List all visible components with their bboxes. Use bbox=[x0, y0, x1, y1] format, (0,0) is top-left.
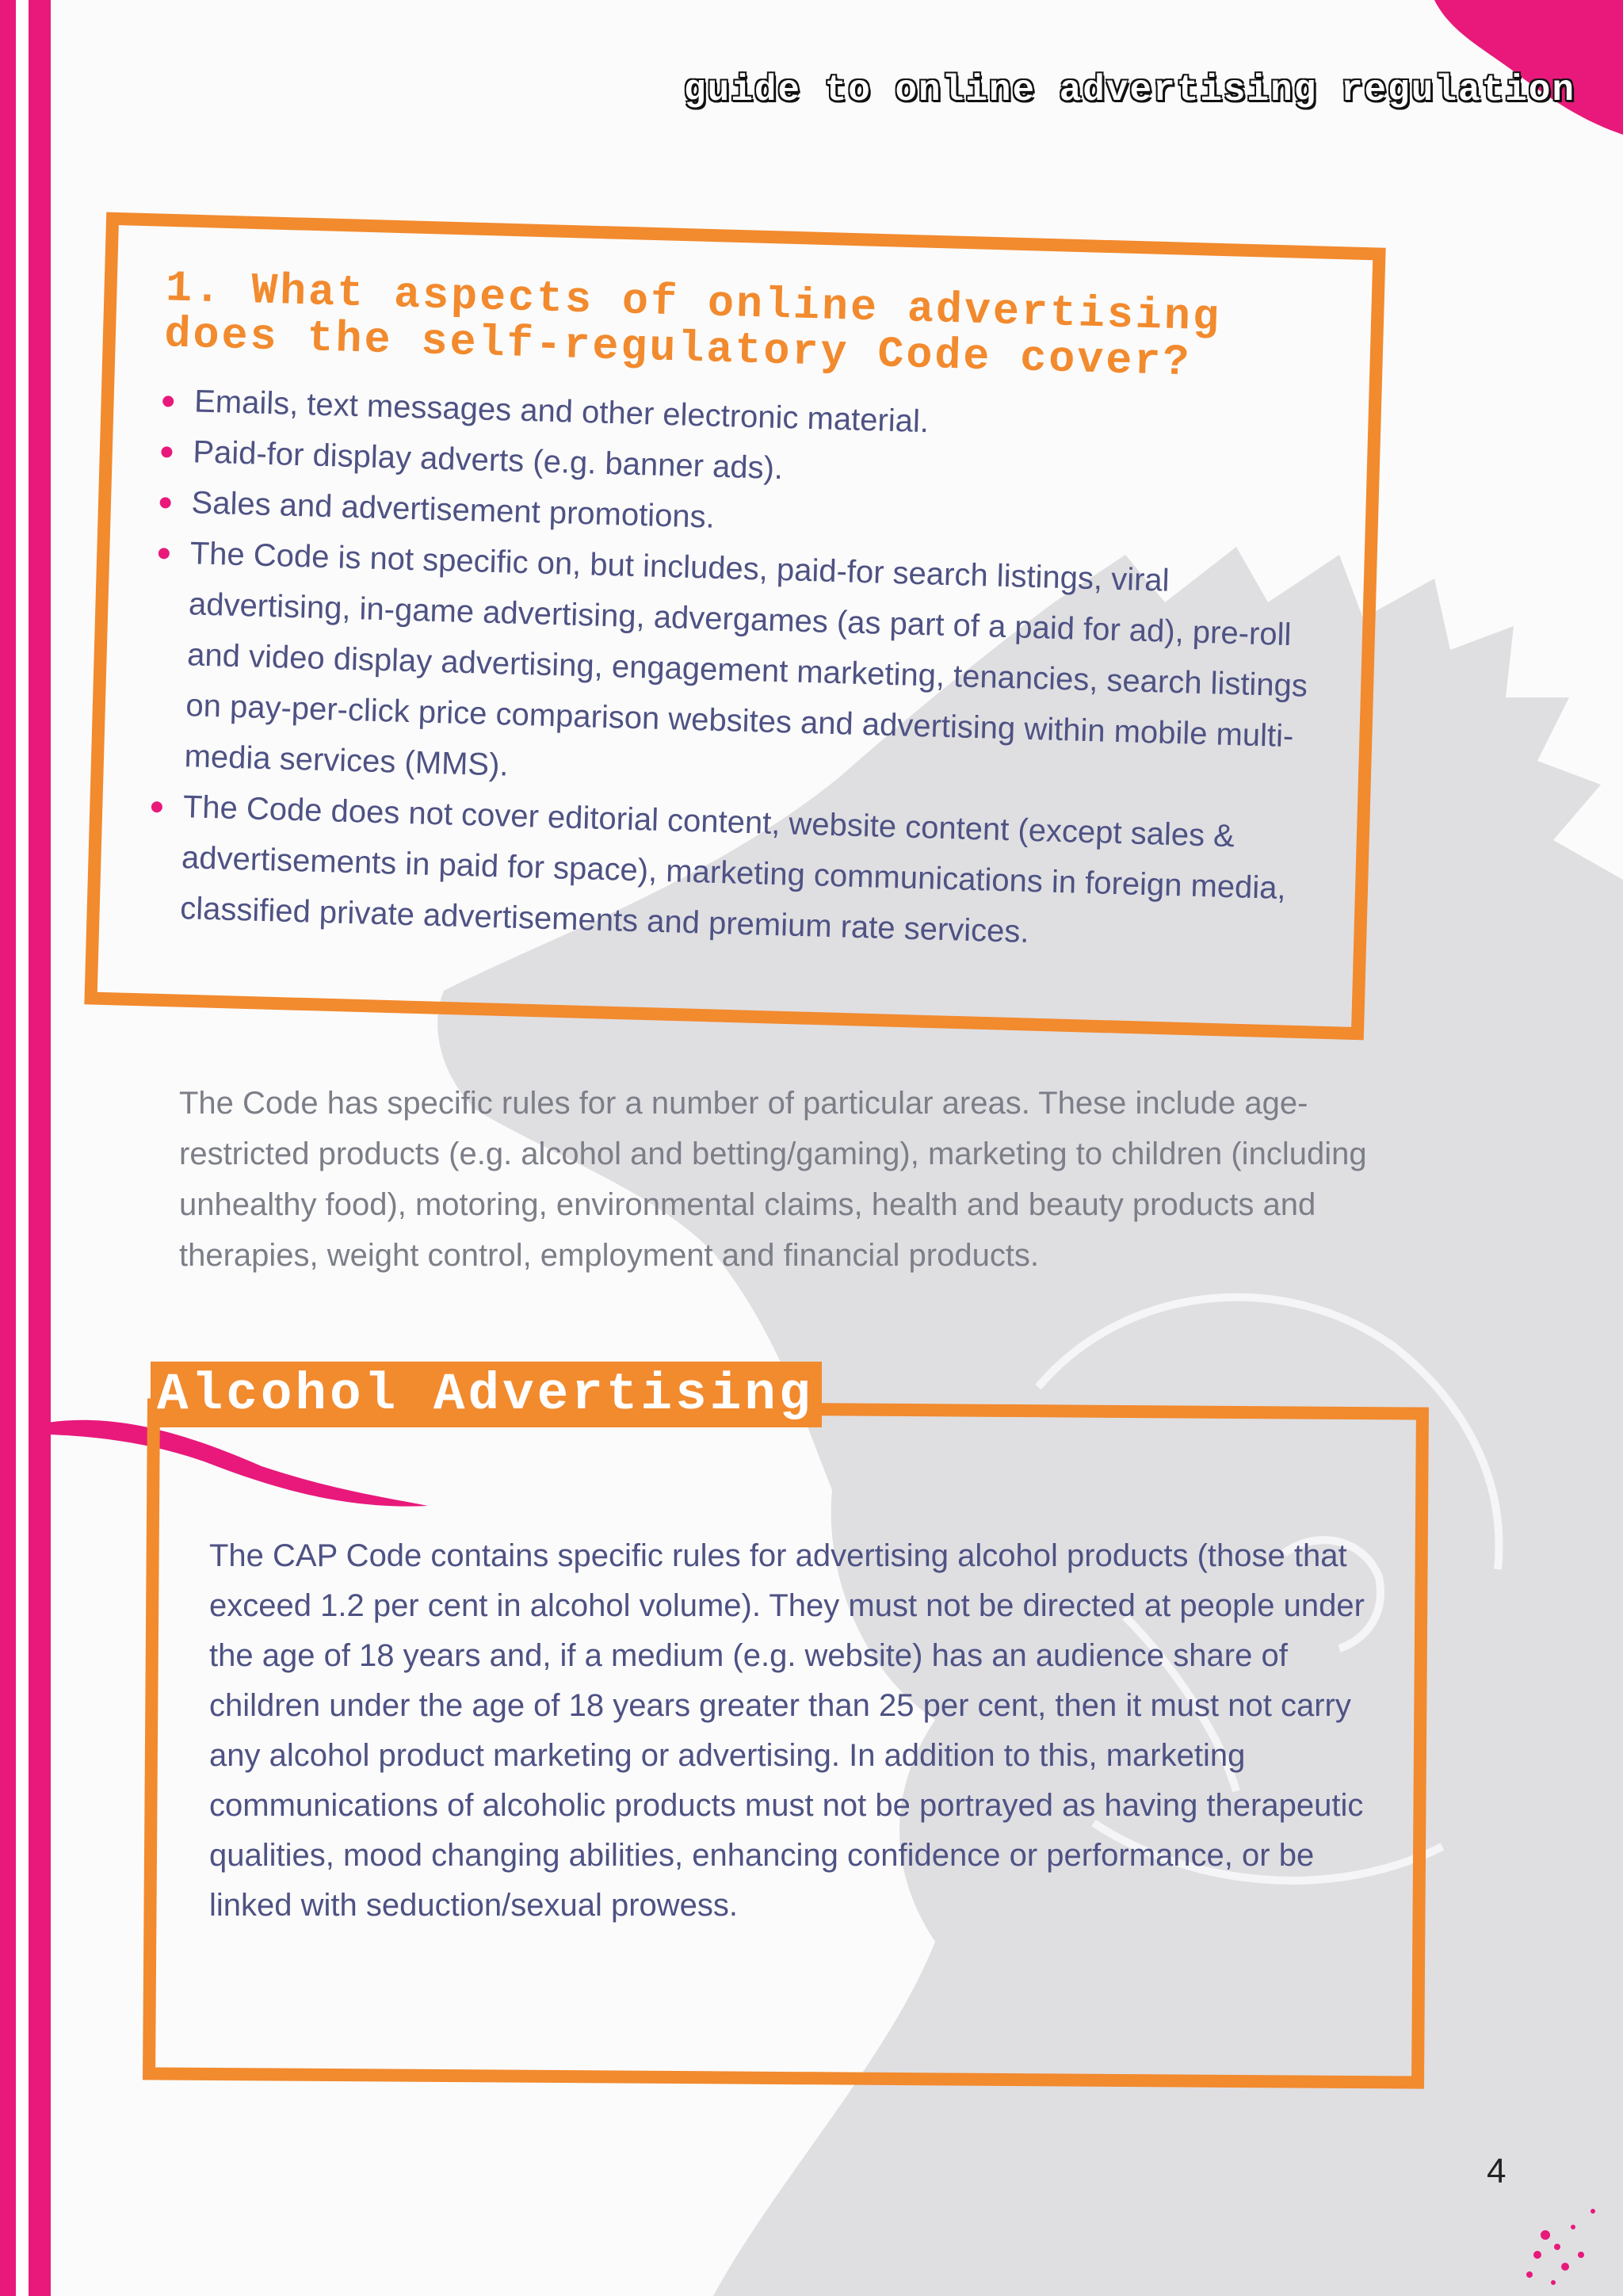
alcohol-paragraph: The CAP Code contains specific rules for advertising alcohol products (those that exceed 1.2 per cent in alcohol volume). They must not be directed at people under the age of 18 years and, if a medium (e.g. website) has an audience share of children under the age of 18 years greater than 25 per cent, then it must not carry any alcohol product marketing or advertising. In addition to this, marketing communications of alcoholic products must not be portrayed as having therapeutic qualities, mood changing abilities, enhancing confidence or performance, or be linked with seduction/sexual prowess. bbox=[209, 1538, 1365, 1923]
magenta-splash-top-right bbox=[1434, 0, 1623, 135]
list-item: Sales and advertisement promotions. bbox=[151, 476, 1333, 560]
list-item: Emails, text messages and other electronic material. bbox=[154, 374, 1335, 458]
list-item: Paid-for display adverts (e.g. banner ads). bbox=[153, 425, 1335, 509]
magenta-bar-outer bbox=[0, 0, 16, 2296]
page-number: 4 bbox=[1487, 2152, 1507, 2191]
guide-header-title: guide to online advertising regulation bbox=[684, 70, 1575, 111]
list-item: The Code is not specific on, but includes, paid-for search listings, viral advertising, in-game advertising, advergames (as part of a paid for ad), pre-roll and video display advertising, engagement marketing, tenancies, search listings on pay-per-click price comparison websites and advertising within mobile multi-media services (MMS). bbox=[144, 526, 1331, 812]
alcohol-section-heading: Alcohol Advertising bbox=[151, 1362, 822, 1427]
magenta-bar-inner bbox=[29, 0, 51, 2296]
list-item: The Code does not cover editorial content, website content (except sales & advertisements in paid for space), marketing communications in foreign media, classified private advertisements and premium rate services. bbox=[140, 780, 1325, 965]
section1-question-heading: 1. What aspects of online advertising does the self-regulatory Code cover? bbox=[163, 263, 1222, 388]
intro-paragraph: The Code has specific rules for a number of particular areas. These include age-restricted products (e.g. alcohol and betting/gaming), marketing to children (including unhealthy food), motoring, environmental claims, health and beauty products and therapies, weight control, employment and financial products. bbox=[179, 1086, 1367, 1273]
section1-content bbox=[140, 263, 1339, 965]
section1-bullet-list bbox=[140, 374, 1336, 965]
